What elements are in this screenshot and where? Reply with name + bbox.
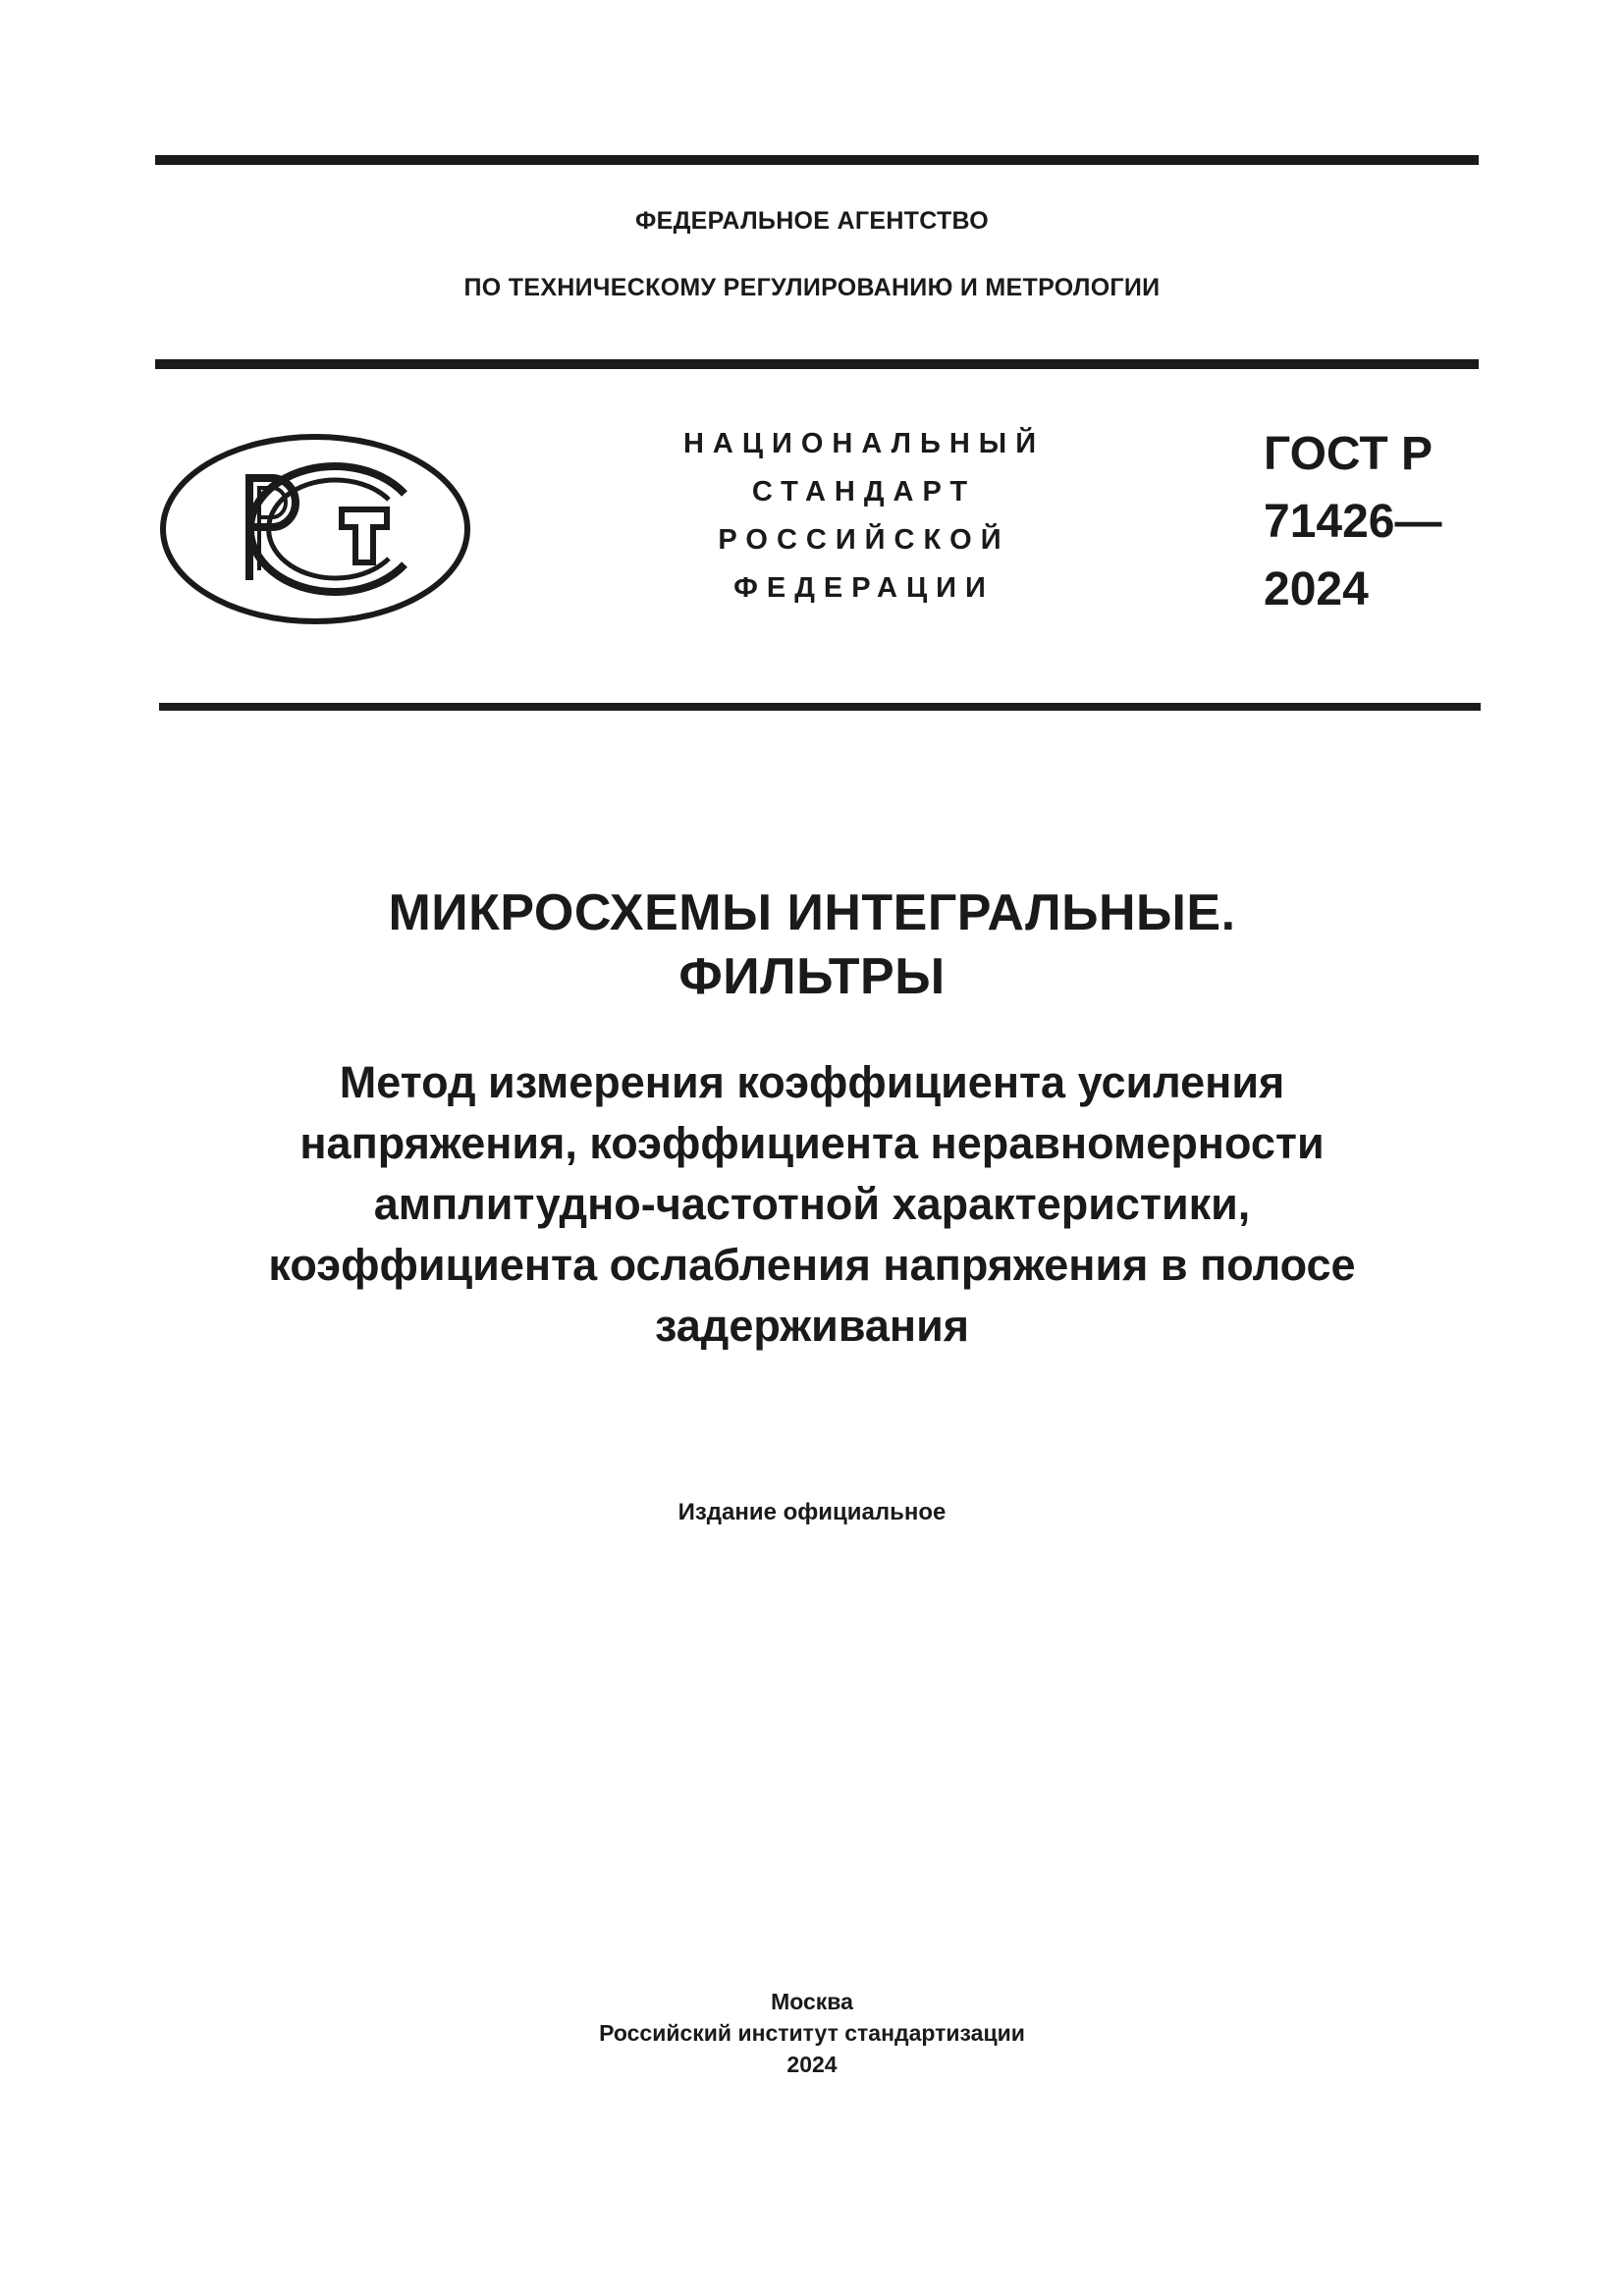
agency-name-line-2: ПО ТЕХНИЧЕСКОМУ РЕГУЛИРОВАНИЮ И МЕТРОЛОГИИ — [463, 274, 1161, 301]
document-title — [0, 881, 1624, 1009]
document-title-line-1: МИКРОСХЕМЫ ИНТЕГРАЛЬНЫЕ. — [388, 884, 1236, 941]
standard-designation — [1264, 420, 1519, 623]
national-standard-line-2: СТАНДАРТ — [751, 476, 977, 507]
header-divider — [155, 359, 1479, 369]
header-bottom-divider — [159, 703, 1481, 711]
imprint-year: 2024 — [786, 2052, 838, 2077]
designation-line-2: 71426— — [1264, 496, 1442, 548]
imprint-city: Москва — [771, 1989, 853, 2014]
document-subtitle-line-1: Метод измерения коэффициента усиления — [339, 1057, 1285, 1107]
document-title-line-2: ФИЛЬТРЫ — [678, 948, 946, 1005]
agency-name-line-1: ФЕДЕРАЛЬНОЕ АГЕНТСТВО — [634, 207, 990, 235]
document-subtitle-line-4: коэффициента ослабления напряжения в полосе — [268, 1240, 1356, 1290]
national-standard-line-1: НАЦИОНАЛЬНЫЙ — [682, 428, 1046, 459]
document-subtitle-line-5: задерживания — [654, 1301, 970, 1351]
document-subtitle — [0, 1052, 1624, 1357]
rst-certification-mark-icon — [159, 433, 471, 625]
national-standard-label — [628, 420, 1100, 613]
designation-line-3: 2024 — [1264, 563, 1369, 615]
document-subtitle-line-3: амплитудно-частотной характеристики, — [373, 1179, 1251, 1229]
top-divider — [155, 155, 1479, 165]
publisher-imprint — [0, 1986, 1624, 2080]
edition-note: Издание официальное — [677, 1499, 947, 1525]
designation-line-1: ГОСТ Р — [1264, 428, 1434, 480]
national-standard-line-3: РОССИЙСКОЙ — [718, 524, 1010, 556]
imprint-publisher: Российский институт стандартизации — [599, 2020, 1025, 2046]
document-subtitle-line-2: напряжения, коэффициента неравномерности — [299, 1118, 1325, 1168]
national-standard-line-4: ФЕДЕРАЦИИ — [733, 572, 995, 604]
